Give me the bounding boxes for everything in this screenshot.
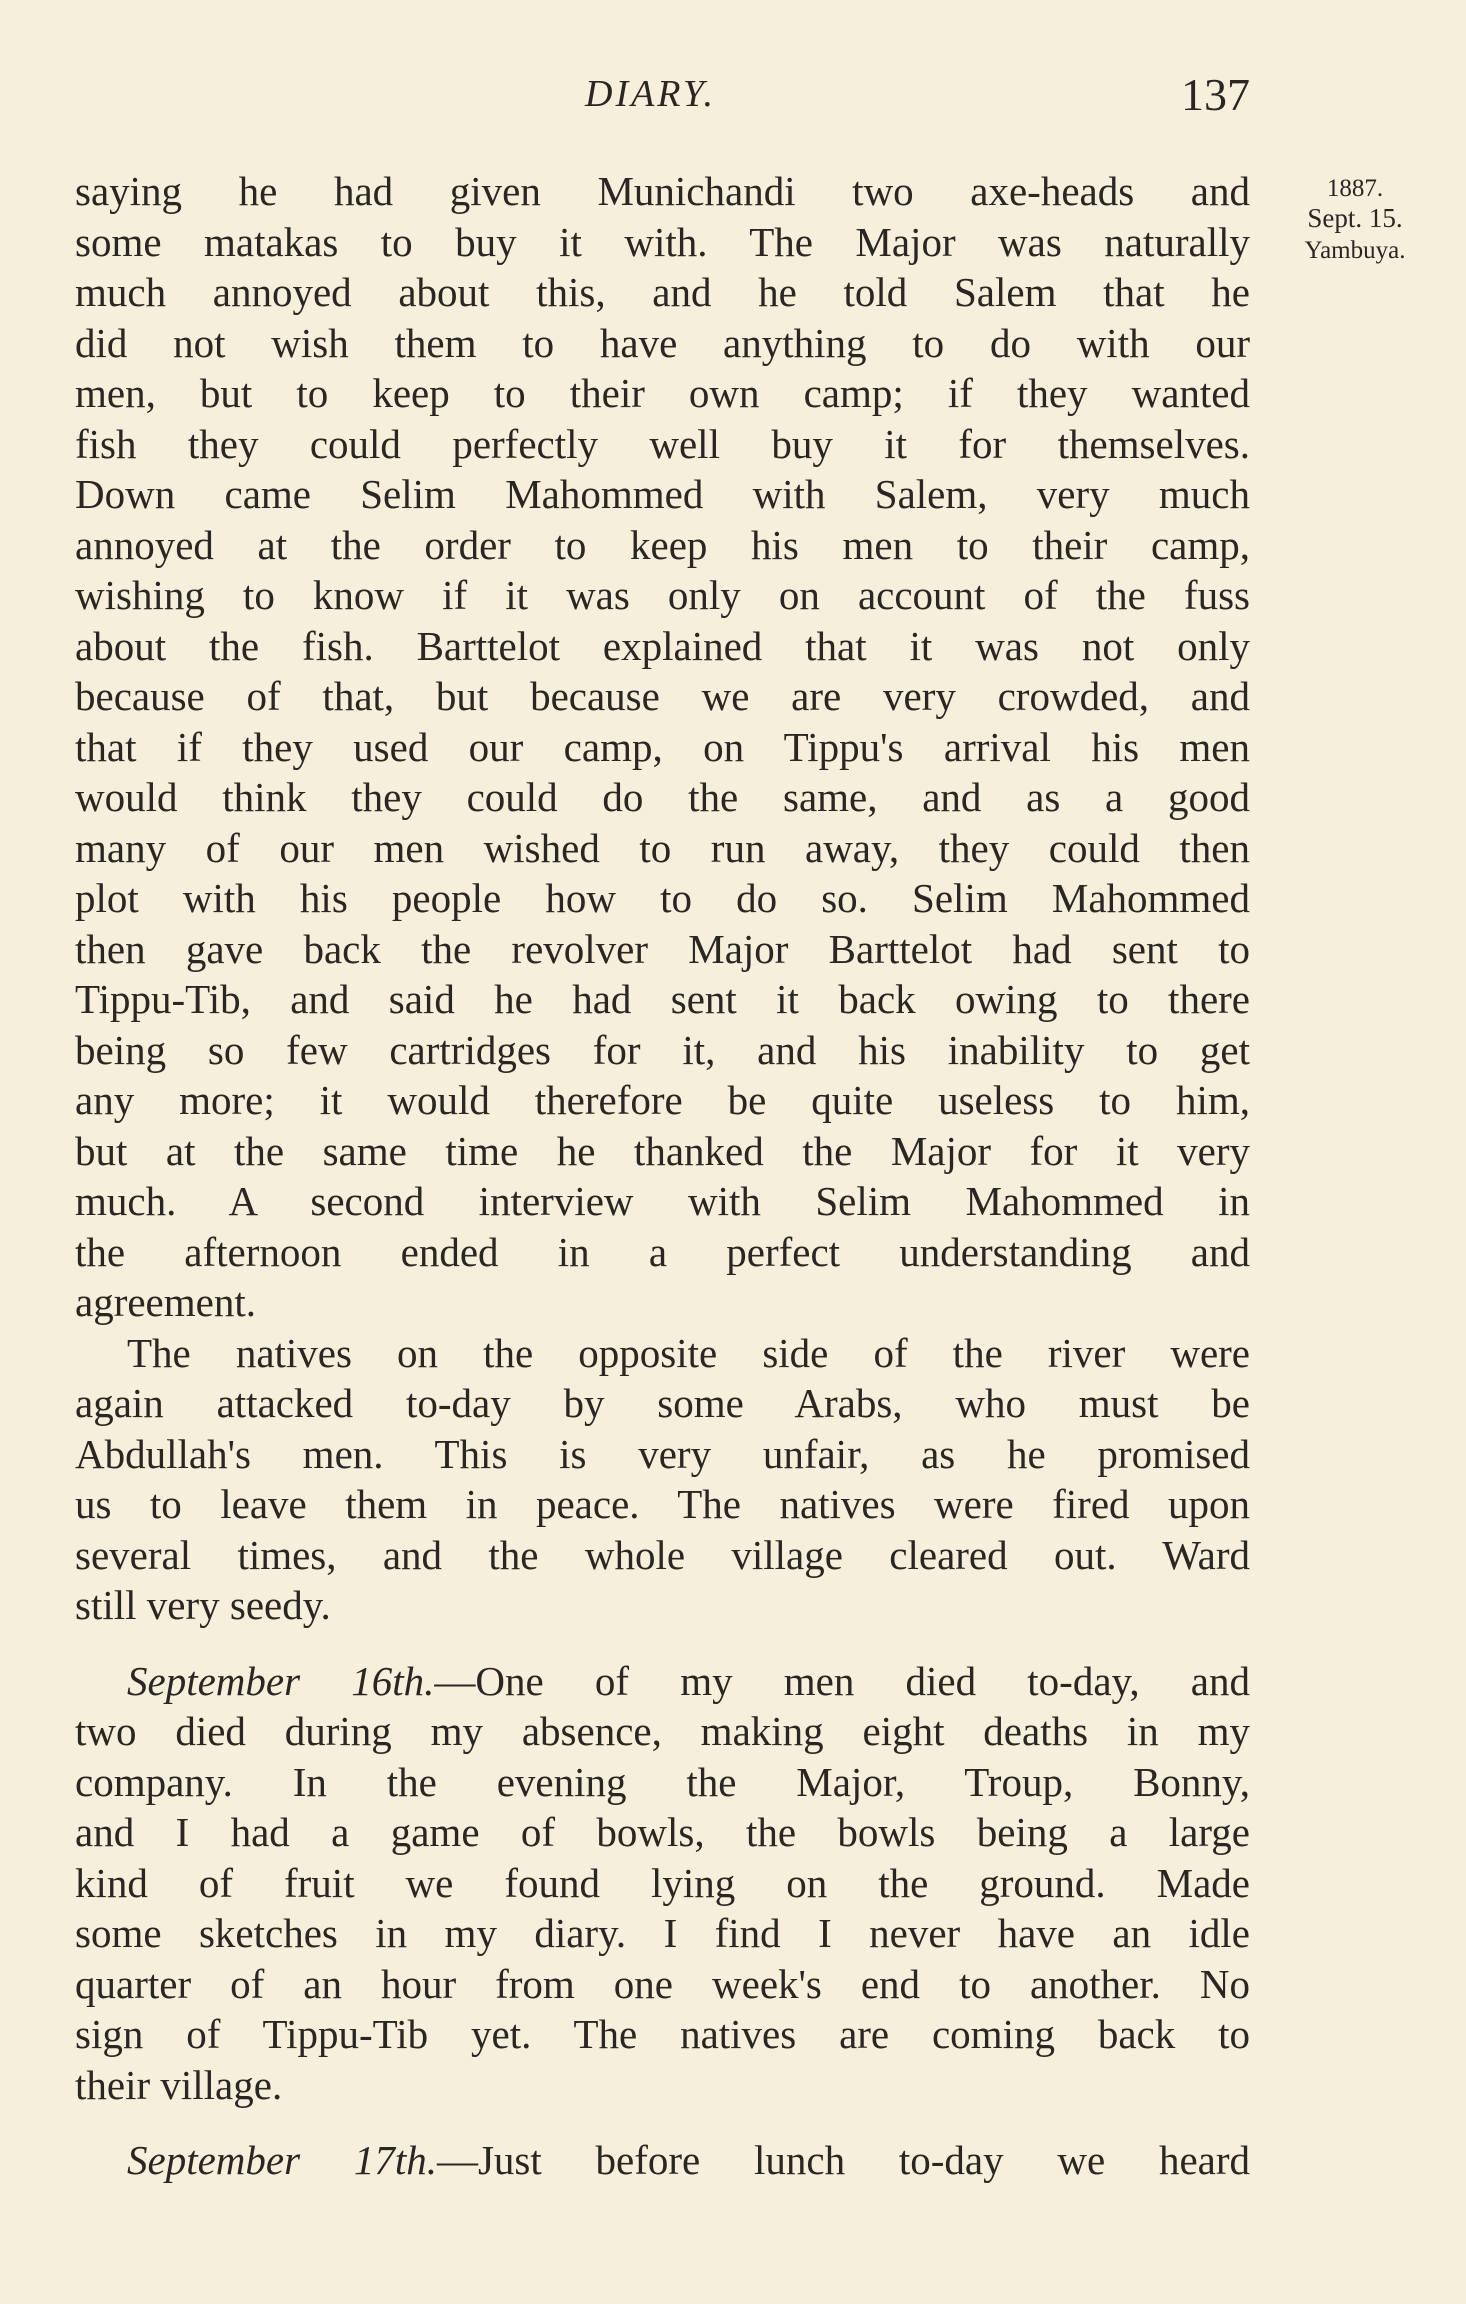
text-line: fish they could perfectly well buy it for themselves. <box>75 420 1250 467</box>
text-line: quarter of an hour from one week's end to another. No <box>75 1960 1250 2007</box>
diary-entry <box>75 1656 1250 2111</box>
paragraph <box>75 166 1250 1328</box>
text-line: two died during my absence, making eight deaths in my <box>75 1708 1250 1754</box>
text-line: wishing to know if it was only on account of the fuss <box>75 572 1250 618</box>
body-text <box>75 166 1250 2186</box>
text-line: the afternoon ended in a perfect understanding and <box>75 1228 1250 1275</box>
text-line: some matakas to buy it with. The Major was naturally <box>75 218 1250 265</box>
text-line: much. A second interview with Selim Mahommed in <box>75 1178 1250 1224</box>
text-line: about the fish. Barttelot explained that it was not only <box>75 622 1250 669</box>
entry-date: September 17th. <box>127 2137 437 2183</box>
entry-date: September 16th. <box>127 1657 435 1704</box>
text-line: and I had a game of bowls, the bowls being a large <box>75 1809 1250 1855</box>
text-line: but at the same time he thanked the Major for it very <box>75 1127 1250 1174</box>
text-line: Down came Selim Mahommed with Salem, very much <box>75 471 1250 517</box>
diary-entry <box>75 2135 1250 2186</box>
text-line: saying he had given Munichandi two axe-heads and <box>75 168 1250 214</box>
text-line: any more; it would therefore be quite useless to him, <box>75 1077 1250 1123</box>
text-line: still very seedy. <box>75 1582 331 1628</box>
text-line: some sketches in my diary. I find I never have an idle <box>75 1910 1250 1956</box>
text-line: agreement. <box>75 1279 256 1325</box>
margin-note-date: Sept. 15. <box>1307 203 1403 233</box>
page-number: 137 <box>1181 69 1250 120</box>
paragraph-gap <box>75 2110 1250 2135</box>
text-line: plot with his people how to do so. Selim Mahommed <box>75 875 1250 921</box>
text-line: that if they used our camp, on Tippu's arrival his men <box>75 723 1250 770</box>
text-line: did not wish them to have anything to do with our <box>75 319 1250 366</box>
entry-text: —Just before lunch to-day we heard <box>436 2137 1250 2183</box>
margin-note-place: Yambuya. <box>1304 237 1406 264</box>
text-line: men, but to keep to their own camp; if they wanted <box>75 370 1250 416</box>
text-line: then gave back the revolver Major Barttelot had sent to <box>75 925 1250 972</box>
paragraph <box>75 1328 1250 1631</box>
running-head <box>75 69 1250 132</box>
entry-text: —One of my men died to-day, and <box>434 1657 1250 1704</box>
paragraph-gap <box>75 1631 1250 1656</box>
text-line: annoyed at the order to keep his men to their camp, <box>75 521 1250 568</box>
text-line: again attacked to-day by some Arabs, who must be <box>75 1380 1250 1426</box>
text-line: being so few cartridges for it, and his inability to get <box>75 1026 1250 1073</box>
text-line: much annoyed about this, and he told Salem that he <box>75 269 1250 315</box>
text-line: The natives on the opposite side of the river were <box>127 1329 1250 1376</box>
margin-note-year: 1887. <box>1326 175 1384 202</box>
running-title: DIARY. <box>585 73 716 115</box>
text-line: us to leave them in peace. The natives were fired upon <box>75 1481 1250 1527</box>
text-line: sign of Tippu-Tib yet. The natives are coming back to <box>75 2011 1250 2057</box>
text-line: Abdullah's men. This is very unfair, as he promised <box>75 1430 1250 1477</box>
text-line: their village. <box>75 2061 283 2108</box>
margin-note <box>1275 176 1435 263</box>
text-line: Tippu-Tib, and said he had sent it back owing to there <box>75 976 1250 1022</box>
text-line: kind of fruit we found lying on the ground. Made <box>75 1859 1250 1906</box>
text-line: many of our men wished to run away, they could then <box>75 824 1250 871</box>
text-line: company. In the evening the Major, Troup, Bonny, <box>75 1758 1250 1805</box>
text-line <box>75 2135 1250 2186</box>
text-line: would think they could do the same, and as a good <box>75 774 1250 820</box>
text-line: because of that, but because we are very crowded, and <box>75 673 1250 719</box>
text-line <box>75 1656 1250 1707</box>
text-line: several times, and the whole village cleared out. Ward <box>75 1531 1250 1578</box>
